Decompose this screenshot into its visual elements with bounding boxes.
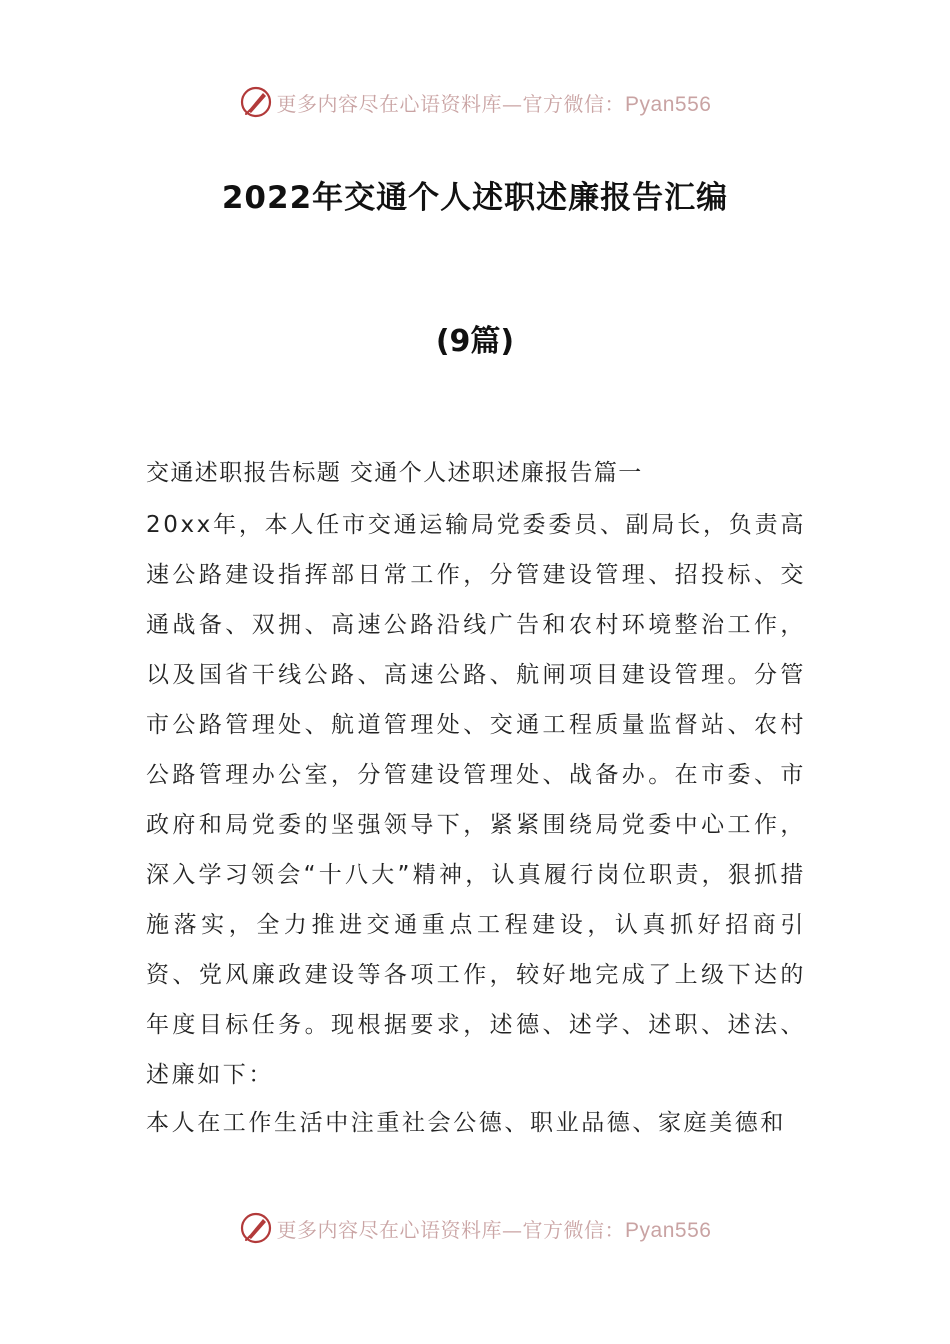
document-subtitle: (9篇) (435, 324, 515, 359)
section-heading: 交通述职报告标题 交通个人述职述廉报告篇一 (146, 460, 643, 486)
watermark-main: 更多内容尽在心语资料库 (276, 91, 503, 116)
watermark-main: 更多内容尽在心语资料库 (276, 1217, 503, 1242)
quill-logo-icon (239, 85, 273, 119)
watermark-id: Pyan556 (625, 92, 712, 116)
watermark-text (277, 1214, 712, 1243)
watermark-text (277, 88, 712, 117)
footer-watermark (0, 1208, 950, 1248)
document-title: 2022年交通个人述职述廉报告汇编 (221, 180, 729, 216)
watermark-separator: — (502, 91, 523, 116)
watermark-label: 官方微信： (522, 91, 626, 116)
header-watermark (0, 82, 950, 122)
body-paragraph: 20xx年，本人任市交通运输局党委委员、副局长，负责高速公路建设指挥部日常工作，分管建设管理、招投标、交通战备、双拥、高速公路沿线广告和农村环境整治工作，以及国省干线公路、高速公路、航闸项目建设管理。分管市公路管理处、航道管理处、交通工程质量监督站、农村公路管理办公室，分管建设管理处、战备办。在市委、市政府和局党委的坚强领导下，紧紧围绕局党委中心工作，深入学习领会“十八大”精神，认真履行岗位职责，狠抓措施落实，全力推进交通重点工程建设，认真抓好招商引资、党风廉政建设等各项工作，较好地完成了上级下达的年度目标任务。现根据要求，述德、述学、述职、述法、述廉如下： (146, 512, 806, 1088)
body-paragraph: 本人在工作生活中注重社会公德、职业品德、家庭美德和 (146, 1110, 786, 1136)
watermark-id: Pyan556 (625, 1218, 712, 1242)
watermark-label: 官方微信： (522, 1217, 626, 1242)
watermark-separator: — (502, 1217, 523, 1242)
quill-logo-icon (239, 1211, 273, 1245)
